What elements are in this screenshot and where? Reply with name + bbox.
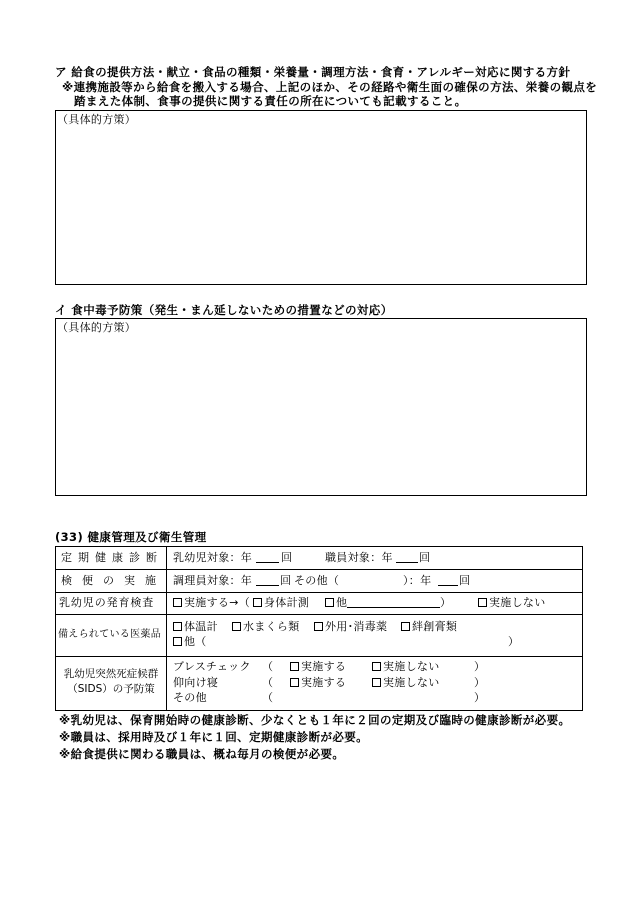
sids-breath-check-close: ） (474, 660, 486, 673)
checkup-label: 定期健康診断 (61, 551, 163, 564)
section-a-note-line2: 踏まえた体制、食事の提供に関する責任の所在についても記載すること。 (74, 94, 467, 108)
growth-body-measure-label: 身体計測 (264, 596, 310, 609)
sids-breath-check-yes-checkbox[interactable] (290, 662, 299, 671)
table-row-divider (55, 656, 583, 657)
table-row-divider (55, 592, 583, 593)
medicine-disinfectant-checkbox[interactable] (314, 622, 323, 631)
checkup-children-suffix: 回 (281, 551, 293, 564)
sids-supine-no-checkbox[interactable] (372, 678, 381, 687)
medicines-label: 備えられている医薬品 (58, 629, 161, 640)
medicine-other-close: ） (508, 635, 520, 648)
growth-other-field[interactable] (347, 596, 440, 608)
medicine-thermometer-checkbox[interactable] (173, 622, 182, 631)
growth-implement-checkbox[interactable] (173, 598, 182, 607)
section-a-note-line1: ※連携施設等から給食を搬入する場合、上記のほか、その経路や衛生面の確保の方法、栄養の観点を (62, 80, 598, 94)
growth-other-label: 他 (336, 596, 348, 609)
growth-implement-label: 実施する→（ (184, 596, 251, 609)
sids-supine-close: ） (474, 676, 486, 689)
sids-breath-check-no-checkbox[interactable] (372, 662, 381, 671)
section-a-heading: ア 給食の提供方法・献立・食品の種類・栄養量・調理方法・食育・アレルギー対応に関する方針 (55, 65, 571, 79)
checkup-staff-prefix: 職員対象：年 (325, 551, 393, 564)
sids-supine-yes-checkbox[interactable] (290, 678, 299, 687)
sids-other-open: （ (262, 691, 274, 704)
sids-supine-no-label: 実施しない (383, 676, 440, 689)
medicine-ice-pillow-label: 水まくら類 (243, 620, 300, 633)
health-section-title: (33) 健康管理及び衛生管理 (55, 530, 207, 544)
meal-policy-answer-box[interactable] (55, 110, 587, 285)
checkup-staff-suffix: 回 (419, 551, 431, 564)
medicine-other-open: 他（ (184, 635, 207, 648)
stool-test-cooks-suffix: 回 (280, 574, 292, 587)
growth-check-label: 乳幼児の発育検査 (59, 596, 155, 609)
checkup-children-prefix: 乳幼児対象：年 (173, 551, 253, 564)
sids-supine-yes-label: 実施する (301, 676, 347, 689)
food-poisoning-answer-box[interactable] (55, 318, 587, 496)
growth-other-checkbox[interactable] (325, 598, 334, 607)
sids-breath-check-open: （ (262, 660, 274, 673)
stool-test-other-close: ）：年 (403, 574, 432, 587)
meal-policy-box-label: （具体的方策） (57, 113, 137, 126)
growth-close-paren: ） (440, 596, 452, 609)
stool-test-label: 検便の実施 (61, 574, 166, 587)
growth-not-implement-checkbox[interactable] (478, 598, 487, 607)
medicine-thermometer-label: 体温計 (184, 620, 218, 633)
checkup-children-count-field[interactable] (256, 551, 279, 563)
sids-breath-check-yes-label: 実施する (301, 660, 347, 673)
growth-body-measure-checkbox[interactable] (253, 598, 262, 607)
stool-test-cooks-count-field[interactable] (256, 574, 279, 586)
note-stool-test: ※給食提供に関わる職員は、概ね毎月の検便が必要。 (59, 747, 345, 761)
medicine-bandage-label: 絆創膏類 (412, 620, 458, 633)
medicine-bandage-checkbox[interactable] (401, 622, 410, 631)
sids-breath-check-no-label: 実施しない (383, 660, 440, 673)
sids-breath-check-label: ブレスチェック (173, 660, 251, 673)
stool-test-other-suffix: 回 (459, 574, 471, 587)
stool-test-other-open: その他（ (294, 574, 340, 587)
note-staff-checkup: ※職員は、採用時及び１年に１回、定期健康診断が必要。 (59, 730, 369, 744)
sids-label-line2: （SIDS）の予防策 (67, 683, 155, 695)
checkup-staff-count-field[interactable] (396, 551, 418, 563)
stool-test-cooks-prefix: 調理員対象：年 (173, 574, 253, 587)
sids-supine-label: 仰向け寝 (173, 676, 219, 689)
stool-test-other-count-field[interactable] (438, 574, 458, 586)
sids-supine-open: （ (262, 676, 274, 689)
medicine-other-checkbox[interactable] (173, 637, 182, 646)
food-poisoning-box-label: （具体的方策） (57, 321, 137, 334)
sids-other-close: ） (474, 691, 486, 704)
growth-not-implement-label: 実施しない (489, 596, 546, 609)
sids-other-label: その他 (173, 691, 207, 704)
table-row-divider (55, 614, 583, 615)
section-i-heading: イ 食中毒予防策（発生・まん延しないための措置などの対応） (55, 303, 393, 317)
medicine-disinfectant-label: 外用･消毒薬 (325, 620, 388, 633)
table-row-divider (55, 569, 583, 570)
medicine-ice-pillow-checkbox[interactable] (232, 622, 241, 631)
note-children-checkup: ※乳幼児は、保育開始時の健康診断、少なくとも１年に２回の定期及び臨時の健康診断が必要。 (59, 713, 571, 727)
sids-label-line1: 乳幼児突然死症候群 (63, 668, 159, 680)
